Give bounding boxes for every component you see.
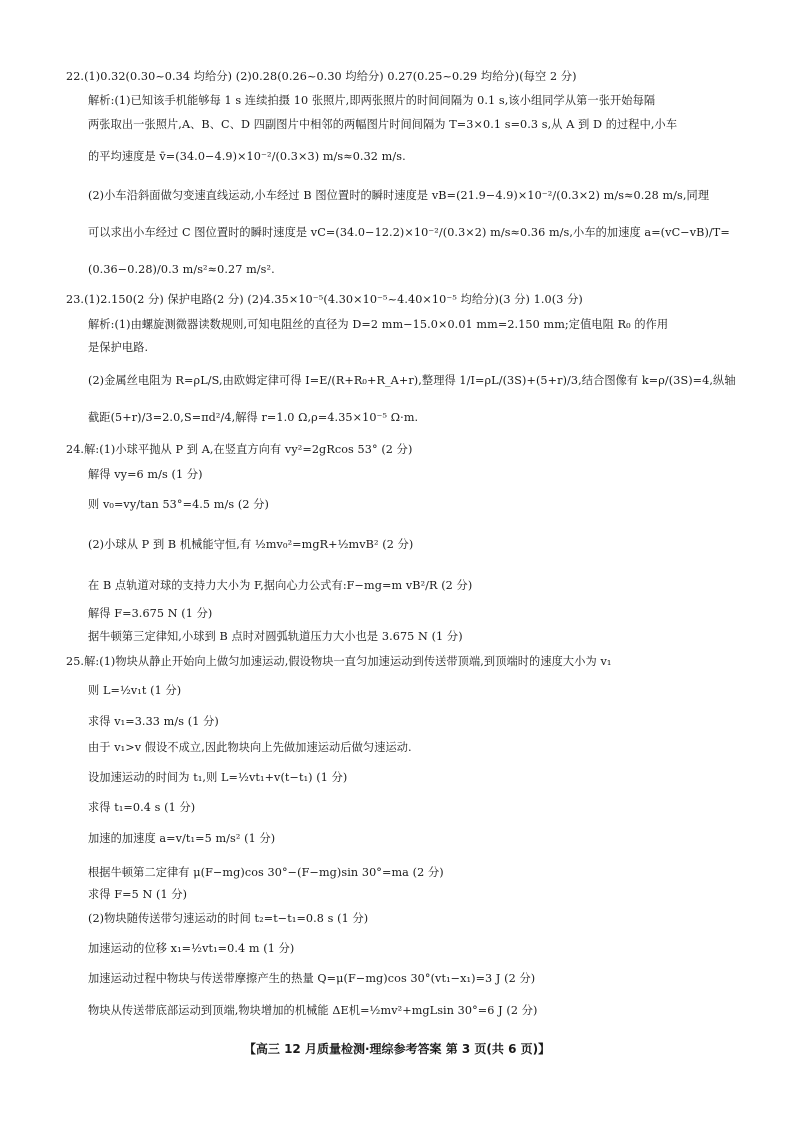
q25-solution-line: 设加速运动的时间为 t₁,则 L=½vt₁+v(t−t₁) (1 分) — [88, 771, 348, 784]
q24-solution-line: 在 B 点轨道对球的支持力大小为 F,据向心力公式有:F−mg=m vB²/R (2 分) — [88, 579, 473, 592]
q22-formula-line: 可以求出小车经过 C 图位置时的瞬时速度是 vC=(34.0−12.2)×10⁻²/(0.3×2) m/s≈0.36 m/s,小车的加速度 a=(vC−vB)/T= — [88, 226, 730, 239]
q25-solution-line: 加速的加速度 a=v/t₁=5 m/s² (1 分) — [88, 832, 276, 845]
q25-solution-line: 物块从传送带底部运动到顶端,物块增加的机械能 ΔE机=½mv²+mgLsin 30°=6 J (2 分) — [88, 1004, 538, 1017]
q22-answer-line: 22.(1)0.32(0.30~0.34 均给分) (2)0.28(0.26~0.30 均给分) 0.27(0.25~0.29 均给分)(每空 2 分) — [66, 70, 577, 83]
q23-answer-line: 23.(1)2.150(2 分) 保护电路(2 分) (2)4.35×10⁻⁵(4.30×10⁻⁵~4.40×10⁻⁵ 均给分)(3 分) 1.0(3 分) — [66, 293, 583, 306]
q25-solution-line: 求得 t₁=0.4 s (1 分) — [88, 801, 196, 814]
q22-explanation-line: 解析:(1)已知该手机能够每 1 s 连续拍摄 10 张照片,即两张照片的时间间隔为 0.1 s,该小组同学从第一张开始每隔 — [88, 94, 656, 107]
q25-solution-line: 加速运动过程中物块与传送带摩擦产生的热量 Q=μ(F−mg)cos 30°(vt₁−x₁)=3 J (2 分) — [88, 972, 536, 985]
q24-solution-line: 24.解:(1)小球平抛从 P 到 A,在竖直方向有 vy²=2gRcos 53° (2 分) — [66, 443, 413, 456]
q22-formula-line: (0.36−0.28)/0.3 m/s²≈0.27 m/s². — [88, 263, 275, 276]
q25-solution-line: 则 L=½v₁t (1 分) — [88, 684, 182, 697]
q25-solution-line: 求得 v₁=3.33 m/s (1 分) — [88, 715, 219, 728]
q22-explanation-line: 两张取出一张照片,A、B、C、D 四副图片中相邻的两幅图片时间间隔为 T=3×0.1 s=0.3 s,从 A 到 D 的过程中,小车 — [88, 118, 678, 131]
q25-solution-line: 加速运动的位移 x₁=½vt₁=0.4 m (1 分) — [88, 942, 295, 955]
q22-formula-line: 的平均速度是 v̄=(34.0−4.9)×10⁻²/(0.3×3) m/s≈0.32 m/s. — [88, 150, 406, 163]
q23-explanation-line: 解析:(1)由螺旋测微器读数规则,可知电阻丝的直径为 D=2 mm−15.0×0.01 mm=2.150 mm;定值电阻 R₀ 的作用 — [88, 318, 669, 331]
q24-solution-line: 据牛顿第三定律知,小球到 B 点时对圆弧轨道压力大小也是 3.675 N (1 分) — [88, 630, 463, 643]
page-footer: 【高三 12 月质量检测·理综参考答案 第 3 页(共 6 页)】 — [243, 1042, 551, 1056]
q24-solution-line: 解得 F=3.675 N (1 分) — [88, 607, 213, 620]
q23-formula-line: (2)金属丝电阻为 R=ρL/S,由欧姆定律可得 I=E/(R+R₀+R_A+r),整理得 1/I=ρL/(3S)+(5+r)/3,结合图像有 k=ρ/(3S)=4,纵轴 — [88, 374, 736, 387]
q24-solution-line: 解得 vy=6 m/s (1 分) — [88, 468, 203, 481]
q25-solution-line: 25.解:(1)物块从静止开始向上做匀加速运动,假设物块一直匀加速运动到传送带顶端,到顶端时的速度大小为 v₁ — [66, 655, 612, 668]
q25-solution-line: (2)物块随传送带匀速运动的时间 t₂=t−t₁=0.8 s (1 分) — [88, 912, 369, 925]
q25-solution-line: 由于 v₁>v 假设不成立,因此物块向上先做加速运动后做匀速运动. — [88, 741, 412, 754]
q25-solution-line: 根据牛顿第二定律有 μ(F−mg)cos 30°−(F−mg)sin 30°=ma (2 分) — [88, 866, 444, 879]
q24-solution-line: (2)小球从 P 到 B 机械能守恒,有 ½mv₀²=mgR+½mvB² (2 分) — [88, 538, 414, 551]
q22-formula-line: (2)小车沿斜面做匀变速直线运动,小车经过 B 图位置时的瞬时速度是 vB=(21.9−4.9)×10⁻²/(0.3×2) m/s≈0.28 m/s,同理 — [88, 189, 710, 202]
q25-solution-line: 求得 F=5 N (1 分) — [88, 888, 188, 901]
q23-explanation-line: 是保护电路. — [88, 341, 149, 354]
q24-solution-line: 则 v₀=vy/tan 53°=4.5 m/s (2 分) — [88, 498, 269, 511]
q23-formula-line: 截距(5+r)/3=2.0,S=πd²/4,解得 r=1.0 Ω,ρ=4.35×10⁻⁵ Ω·m. — [88, 411, 419, 424]
